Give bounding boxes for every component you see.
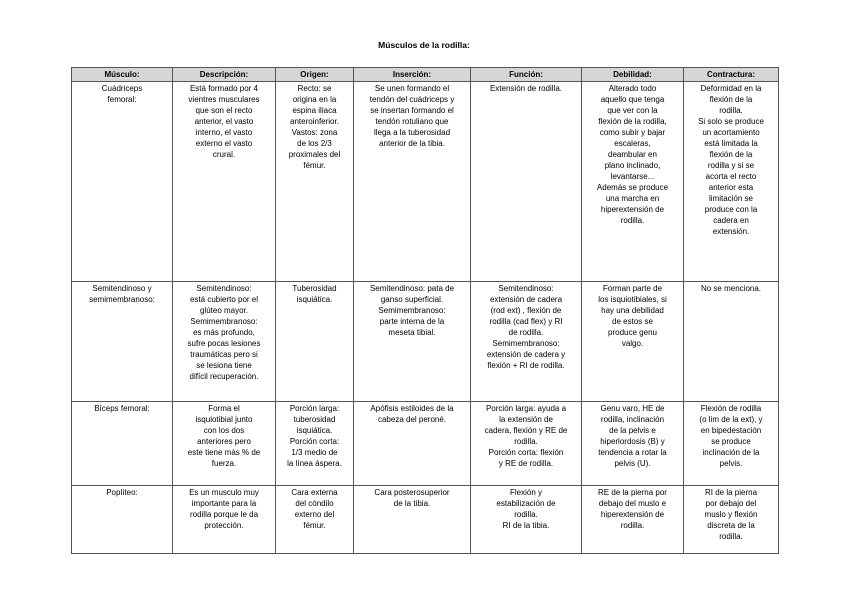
cell-line: Tuberosidad [292, 284, 337, 294]
cell-line: Cuádriceps [101, 84, 143, 94]
cell-musculo [72, 282, 173, 402]
cell-line: del cóndilo [295, 499, 334, 509]
cell-line: extensión. [712, 227, 750, 237]
cell-line: Además se produce [596, 183, 669, 193]
cell-debilidad [582, 82, 684, 282]
cell-funcion [471, 402, 582, 486]
cell-line: Porción larga: [289, 404, 340, 414]
document-title: Músculos de la rodilla: [378, 40, 470, 50]
cell-line: rodilla y si se [707, 161, 755, 171]
cell-musculo [72, 486, 173, 554]
cell-line: la línea áspera. [287, 459, 342, 469]
cell-line: Si solo se produce [698, 117, 764, 127]
cell-line: Está formado por 4 [189, 84, 259, 94]
cell-line: acorta el recto [705, 172, 757, 182]
cell-line: Poplíteo: [106, 488, 138, 498]
cell-line: rodilla. [719, 106, 743, 116]
cell-line: anterior esta [708, 183, 754, 193]
cell-line: Recto: se [297, 84, 332, 94]
cell-line: Genu varo, HE de [600, 404, 665, 414]
cell-line: anteroinferior. [290, 117, 339, 127]
cell-line: vientres musculares [188, 95, 260, 105]
cell-line: en bipedestación [700, 426, 762, 436]
cell-line: interno, el vasto [195, 128, 253, 138]
header-origen: Origen: [276, 68, 354, 82]
cell-insercion [354, 282, 471, 402]
cell-line: cabeza del peroné. [377, 415, 447, 425]
cell-line: isquiotibial junto [195, 415, 253, 425]
cell-line: produce con la [704, 205, 758, 215]
cell-line: Forman parte de [602, 284, 663, 294]
table-row [72, 282, 779, 402]
cell-line: rodilla. [719, 532, 743, 542]
cell-line: (o lim de la ext), y [699, 415, 763, 425]
cell-line: traumáticas pero si [190, 350, 258, 360]
cell-line: femoral: [107, 95, 137, 105]
cell-line: está cubierto por el [189, 295, 259, 305]
cell-line: Alterado todo [608, 84, 657, 94]
cell-line: un acortamiento [702, 128, 760, 138]
cell-line: rodilla (cad flex) y RI [489, 317, 563, 327]
cell-line: estabilización de [496, 499, 556, 509]
cell-line: Porción corta: flexión [488, 448, 564, 458]
cell-contractura [684, 82, 779, 282]
cell-line: de rodilla. [508, 328, 544, 338]
cell-line: cadera, flexión y RE de [484, 426, 568, 436]
cell-line: rodilla. [620, 521, 645, 531]
cell-line: se insertan formando el [370, 106, 454, 116]
cell-descripcion [173, 402, 276, 486]
cell-line: hay una debilidad [601, 306, 664, 316]
cell-line: RI de la tibia. [502, 521, 550, 531]
cell-line: plano inclinado, [604, 161, 661, 171]
cell-line: Apófisis estiloides de la [370, 404, 454, 414]
cell-line: pelvis (U). [614, 459, 651, 469]
cell-line: externo el vasto [195, 139, 253, 149]
cell-line: ganso superficial. [380, 295, 444, 305]
cell-line: escaleras, [614, 139, 651, 149]
cell-descripcion [173, 486, 276, 554]
header-debilidad: Debilidad: [582, 68, 684, 82]
cell-line: flexión de la rodilla, [598, 117, 667, 127]
cell-descripcion [173, 82, 276, 282]
cell-line: flexión + RI de rodilla. [487, 361, 565, 371]
cell-line: semimembranoso: [89, 295, 155, 305]
cell-line: rodilla. [620, 216, 645, 226]
cell-line: levantarse... [610, 172, 655, 182]
header-descripcion: Descripción: [173, 68, 276, 82]
cell-line: parte interna de la [379, 317, 445, 327]
cell-insercion [354, 402, 471, 486]
cell-line: isquiática. [296, 295, 333, 305]
cell-line: rodilla porque le da [189, 510, 259, 520]
knee-muscles-table [71, 67, 779, 554]
cell-line: se produce [711, 437, 751, 447]
cell-line: proximales del [288, 150, 341, 160]
cell-line: produce genu [608, 328, 657, 338]
cell-funcion [471, 82, 582, 282]
cell-line: inclinación de la [702, 448, 760, 458]
cell-line: isquiática. [296, 426, 333, 436]
cell-line: por debajo del [705, 499, 757, 509]
cell-line: Semimembranoso: [190, 317, 258, 327]
cell-line: rodilla. [514, 510, 538, 520]
cell-funcion [471, 282, 582, 402]
cell-line: hiperextensión de [600, 510, 665, 520]
cell-line: deambular en [608, 150, 657, 160]
cell-line: de la tibia. [393, 499, 431, 509]
cell-descripcion [173, 282, 276, 402]
cell-line: flexión de la [709, 95, 753, 105]
cell-line: los isquiotibiales, si [598, 295, 667, 305]
cell-line: RI de la pierna [704, 488, 758, 498]
cell-contractura [684, 486, 779, 554]
cell-line: Porción corta: [289, 437, 340, 447]
cell-line: tendencia a rotar la [598, 448, 667, 458]
cell-line: glúteo mayor. [199, 306, 249, 316]
cell-line: Extensión de rodilla. [489, 84, 563, 94]
cell-line: fémur. [303, 161, 326, 171]
cell-line: Bíceps femoral: [94, 404, 150, 414]
cell-line: sufre pocas lesiones [187, 339, 261, 349]
cell-line: de los 2/3 [297, 139, 332, 149]
cell-funcion [471, 486, 582, 554]
header-insercion: Inserción: [354, 68, 471, 82]
cell-line: extensión de cadera [489, 295, 563, 305]
cell-line: 1/3 medio de [291, 448, 338, 458]
table-row [72, 486, 779, 554]
cell-line: externo del [294, 510, 335, 520]
header-funcion: Función: [471, 68, 582, 82]
cell-line: fuerza. [211, 459, 237, 469]
cell-contractura [684, 282, 779, 402]
cell-line: Porción larga: ayuda a [485, 404, 567, 414]
cell-line: Se unen formando el [374, 84, 450, 94]
cell-line: Cara posterosuperior [374, 488, 450, 498]
cell-line: es más profundo, [193, 328, 255, 338]
cell-line: se lesiona tiene [196, 361, 252, 371]
cell-line: No se menciona. [700, 284, 762, 294]
cell-line: aquello que tenga [600, 95, 665, 105]
cell-line: está limitada la [704, 139, 758, 149]
cell-musculo [72, 402, 173, 486]
cell-line: una marcha en [605, 194, 660, 204]
cell-debilidad [582, 282, 684, 402]
cell-line: debajo del muslo e [598, 499, 667, 509]
cell-line: meseta tibial. [388, 328, 436, 338]
cell-line: Flexión y [509, 488, 542, 498]
cell-line: la extensión de [499, 415, 553, 425]
cell-line: fémur. [303, 521, 326, 531]
cell-line: rodilla, inclinación [600, 415, 665, 425]
header-contractura: Contractura: [684, 68, 779, 82]
cell-line: Es un musculo muy [189, 488, 259, 498]
header-row [72, 68, 779, 82]
cell-line: Semimembranoso: [492, 339, 560, 349]
cell-line: difícil recuperación. [189, 372, 259, 382]
cell-line: Deformidad en la [700, 84, 762, 94]
cell-line: origina en la [292, 95, 337, 105]
cell-line: Semitendinoso: [498, 284, 554, 294]
cell-origen [276, 82, 354, 282]
cell-line: cadera en [713, 216, 749, 226]
cell-line: llega a la tuberosidad [373, 128, 451, 138]
cell-line: (rod ext) , flexión de [490, 306, 562, 316]
cell-line: limitación se [708, 194, 753, 204]
cell-line: Semimembranoso: [378, 306, 446, 316]
cell-line: rodilla. [514, 437, 538, 447]
cell-line: Semitendinoso y [92, 284, 152, 294]
cell-origen [276, 486, 354, 554]
cell-origen [276, 282, 354, 402]
cell-line: valgo. [621, 339, 644, 349]
cell-line: hiperextensión de [600, 205, 665, 215]
cell-musculo [72, 82, 173, 282]
cell-line: anteriores pero [197, 437, 251, 447]
cell-line: Flexión de rodilla [700, 404, 762, 414]
table-body [72, 82, 779, 554]
cell-line: y RE de rodilla. [498, 459, 554, 469]
table-row [72, 402, 779, 486]
cell-line: anterior, el vasto [194, 117, 254, 127]
cell-line: Cara externa [291, 488, 338, 498]
cell-insercion [354, 486, 471, 554]
cell-line: RE de la pierna por [598, 488, 667, 498]
cell-line: que ver con la [607, 106, 658, 116]
cell-line: extensión de cadera y [486, 350, 566, 360]
cell-insercion [354, 82, 471, 282]
cell-line: Vastos: zona [291, 128, 338, 138]
cell-line: Forma el [208, 404, 240, 414]
cell-line: protección. [204, 521, 244, 531]
cell-line: muslo y flexión [704, 510, 758, 520]
cell-line: que son el recto [195, 106, 253, 116]
table-row [72, 82, 779, 282]
cell-line: anterior de la tibia. [379, 139, 445, 149]
cell-line: de la pelvis e [609, 426, 656, 436]
cell-line: este tiene más % de [187, 448, 261, 458]
cell-line: tendón del cuádriceps y [369, 95, 455, 105]
cell-line: Semitendinoso: [196, 284, 252, 294]
cell-line: tuberosidad [293, 415, 336, 425]
cell-contractura [684, 402, 779, 486]
cell-line: con los dos [203, 426, 245, 436]
cell-line: importante para la [191, 499, 257, 509]
cell-line: hiperlordosis (B) y [600, 437, 665, 447]
cell-line: tendón rotuliano que [375, 117, 449, 127]
header-musculo: Músculo: [72, 68, 173, 82]
cell-line: discreta de la [707, 521, 755, 531]
cell-line: de estos se [612, 317, 653, 327]
cell-line: Semitendinoso: pata de [369, 284, 455, 294]
cell-line: pelvis. [719, 459, 743, 469]
cell-line: como subir y bajar [599, 128, 666, 138]
cell-debilidad [582, 486, 684, 554]
cell-line: flexión de la [709, 150, 753, 160]
cell-debilidad [582, 402, 684, 486]
cell-line: crural. [212, 150, 236, 160]
cell-line: espina iliaca [292, 106, 337, 116]
cell-origen [276, 402, 354, 486]
